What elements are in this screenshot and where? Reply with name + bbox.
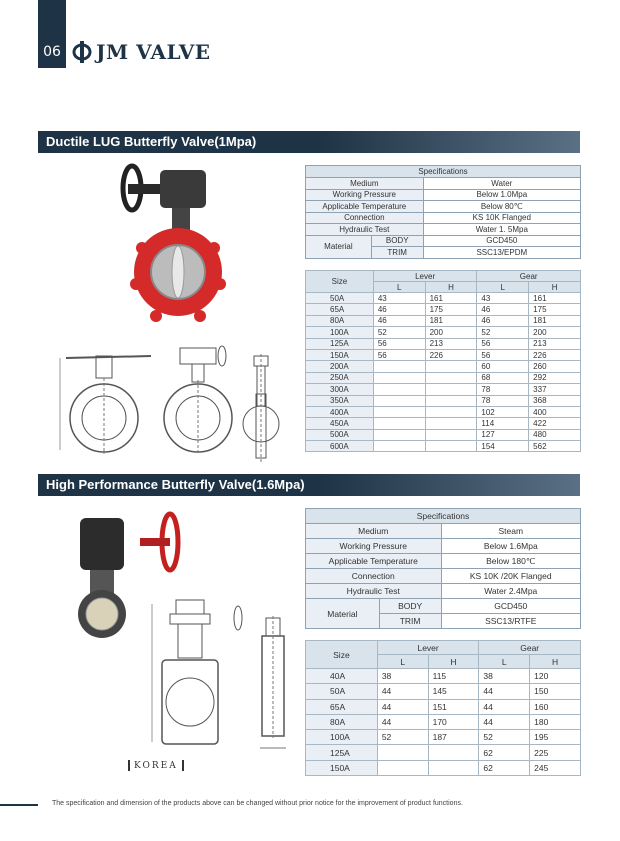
material-value: SSC13/RTFE	[441, 614, 581, 629]
dimension-cell: 44	[377, 714, 428, 729]
spec-value: Steam	[441, 524, 581, 539]
lever-h-header: H	[428, 655, 479, 669]
size-header: Size	[306, 641, 378, 669]
dimension-cell: 187	[428, 730, 479, 745]
spec-value: Below 80℃	[423, 201, 580, 213]
dimension-cell	[373, 429, 425, 440]
dimension-cell: 245	[530, 760, 581, 775]
dimension-cell: 44	[479, 714, 530, 729]
table-row	[306, 349, 581, 360]
dimension-cell: 38	[479, 669, 530, 684]
spec-label: Connection	[306, 569, 442, 584]
dimension-cell: 337	[529, 384, 581, 395]
lever-l-header: L	[377, 655, 428, 669]
dimension-cell: 62	[479, 760, 530, 775]
size-cell: 50A	[306, 684, 378, 699]
high-performance-spec-table	[305, 508, 581, 629]
jm-logo-icon	[72, 41, 92, 63]
spec-label: Hydraulic Test	[306, 584, 442, 599]
dimension-cell: 213	[529, 338, 581, 349]
spec-value: Below 180℃	[441, 554, 581, 569]
table-row	[306, 361, 581, 372]
dimension-cell: 260	[529, 361, 581, 372]
dimension-cell: 161	[529, 293, 581, 304]
spec-value: Water 1. 5Mpa	[423, 224, 580, 236]
spec-value: KS 10K Flanged	[423, 212, 580, 224]
dimension-cell: 44	[377, 699, 428, 714]
dimension-cell: 44	[479, 699, 530, 714]
lug-valve-drawing-side	[238, 354, 288, 464]
origin-bar-left	[128, 760, 130, 771]
table-row	[306, 699, 581, 714]
dimension-cell: 38	[377, 669, 428, 684]
size-cell: 150A	[306, 760, 378, 775]
dimension-cell: 175	[425, 304, 477, 315]
lug-valve-drawing-gear	[160, 346, 236, 456]
high-performance-valve-drawing-side	[256, 616, 290, 756]
size-cell: 50A	[306, 293, 374, 304]
dimension-cell: 46	[373, 315, 425, 326]
gear-header: Gear	[479, 641, 581, 655]
dimension-cell: 226	[425, 349, 477, 360]
dimension-cell: 56	[477, 338, 529, 349]
dimension-cell	[373, 384, 425, 395]
dimension-cell: 78	[477, 395, 529, 406]
lever-l-header: L	[373, 282, 425, 293]
dimension-cell	[425, 429, 477, 440]
dimension-cell	[428, 760, 479, 775]
spec-header: Specifications	[306, 509, 581, 524]
table-row	[306, 669, 581, 684]
material-part: TRIM	[379, 614, 441, 629]
dimension-cell: 226	[529, 349, 581, 360]
dimension-cell: 44	[479, 684, 530, 699]
table-row	[306, 418, 581, 429]
dimension-cell	[373, 406, 425, 417]
spec-label: Working Pressure	[306, 539, 442, 554]
page-number: 06	[43, 44, 61, 60]
high-performance-valve-drawing-front	[148, 598, 248, 748]
spec-value: Water 2.4Mpa	[441, 584, 581, 599]
dimension-cell: 175	[529, 304, 581, 315]
spec-value: Water	[423, 178, 580, 190]
table-row	[306, 745, 581, 760]
spec-label: Working Pressure	[306, 189, 424, 201]
dimension-cell: 160	[530, 699, 581, 714]
size-cell: 65A	[306, 699, 378, 714]
dimension-cell: 292	[529, 372, 581, 383]
lug-dimension-rows	[306, 293, 581, 452]
dimension-cell	[377, 745, 428, 760]
size-cell: 80A	[306, 714, 378, 729]
gear-header: Gear	[477, 271, 581, 282]
dimension-cell	[373, 418, 425, 429]
dimension-cell: 150	[530, 684, 581, 699]
size-cell: 125A	[306, 745, 378, 760]
table-row	[306, 304, 581, 315]
table-row	[306, 684, 581, 699]
size-cell: 300A	[306, 384, 374, 395]
size-cell: 100A	[306, 730, 378, 745]
table-row	[306, 293, 581, 304]
dimension-cell	[425, 372, 477, 383]
spec-label: Applicable Temperature	[306, 201, 424, 213]
dimension-cell	[373, 395, 425, 406]
lug-valve-drawing-lever	[56, 350, 156, 456]
table-row	[306, 395, 581, 406]
section-title-high-performance: High Performance Butterfly Valve(1.6Mpa)	[38, 474, 580, 496]
table-row	[306, 327, 581, 338]
material-value: SSC13/EPDM	[423, 247, 580, 259]
size-cell: 400A	[306, 406, 374, 417]
dimension-cell: 115	[428, 669, 479, 684]
footer-rule	[0, 804, 38, 806]
spec-label: Applicable Temperature	[306, 554, 442, 569]
dimension-cell	[425, 418, 477, 429]
dimension-cell: 127	[477, 429, 529, 440]
dimension-cell: 200	[529, 327, 581, 338]
dimension-cell: 46	[373, 304, 425, 315]
section-title-lug: Ductile LUG Butterfly Valve(1Mpa)	[38, 131, 580, 153]
dimension-cell: 195	[530, 730, 581, 745]
dimension-cell: 200	[425, 327, 477, 338]
dimension-cell: 78	[477, 384, 529, 395]
spec-value: KS 10K /20K Flanged	[441, 569, 581, 584]
dimension-cell: 68	[477, 372, 529, 383]
dimension-cell: 154	[477, 441, 529, 452]
table-row	[306, 406, 581, 417]
spec-label: Medium	[306, 178, 424, 190]
size-cell: 250A	[306, 372, 374, 383]
size-cell: 125A	[306, 338, 374, 349]
lever-h-header: H	[425, 282, 477, 293]
dimension-cell: 145	[428, 684, 479, 699]
table-row	[306, 441, 581, 452]
dimension-cell	[425, 406, 477, 417]
dimension-cell: 225	[530, 745, 581, 760]
material-label: Material	[306, 599, 380, 629]
table-row	[306, 384, 581, 395]
dimension-cell: 120	[530, 669, 581, 684]
origin-bar-right	[182, 760, 184, 771]
lug-dimension-table	[305, 270, 581, 452]
dimension-cell: 102	[477, 406, 529, 417]
dimension-cell: 43	[373, 293, 425, 304]
dimension-cell: 46	[477, 304, 529, 315]
table-row	[306, 315, 581, 326]
origin-label: KOREA	[134, 761, 178, 771]
size-cell: 65A	[306, 304, 374, 315]
dimension-cell: 562	[529, 441, 581, 452]
size-cell: 100A	[306, 327, 374, 338]
dimension-cell	[425, 361, 477, 372]
gear-h-header: H	[530, 655, 581, 669]
dimension-cell: 151	[428, 699, 479, 714]
gear-l-header: L	[477, 282, 529, 293]
dimension-cell: 56	[477, 349, 529, 360]
size-cell: 500A	[306, 429, 374, 440]
dimension-cell: 181	[529, 315, 581, 326]
high-performance-dimension-rows	[306, 669, 581, 776]
dimension-cell: 480	[529, 429, 581, 440]
spec-label: Medium	[306, 524, 442, 539]
brand-logo	[72, 38, 211, 66]
size-cell: 150A	[306, 349, 374, 360]
dimension-cell: 44	[377, 684, 428, 699]
dimension-cell: 400	[529, 406, 581, 417]
size-cell: 450A	[306, 418, 374, 429]
dimension-cell: 56	[373, 349, 425, 360]
table-row	[306, 714, 581, 729]
size-cell: 40A	[306, 669, 378, 684]
dimension-cell	[373, 361, 425, 372]
material-label: Material	[306, 235, 372, 258]
dimension-cell	[373, 441, 425, 452]
table-row	[306, 429, 581, 440]
size-cell: 600A	[306, 441, 374, 452]
dimension-cell	[425, 384, 477, 395]
footer-note: The specification and dimension of the products above can be changed without prior notice for the improvement of product functions.	[52, 800, 463, 807]
dimension-cell: 170	[428, 714, 479, 729]
table-row	[306, 760, 581, 775]
dimension-cell: 46	[477, 315, 529, 326]
size-cell: 200A	[306, 361, 374, 372]
dimension-cell: 60	[477, 361, 529, 372]
dimension-cell	[425, 395, 477, 406]
dimension-cell: 52	[373, 327, 425, 338]
size-cell: 350A	[306, 395, 374, 406]
dimension-cell	[428, 745, 479, 760]
material-value: GCD450	[423, 235, 580, 247]
dimension-cell: 56	[373, 338, 425, 349]
dimension-cell: 161	[425, 293, 477, 304]
dimension-cell: 180	[530, 714, 581, 729]
material-value: GCD450	[441, 599, 581, 614]
dimension-cell: 368	[529, 395, 581, 406]
gear-l-header: L	[479, 655, 530, 669]
size-cell: 80A	[306, 315, 374, 326]
dimension-cell: 43	[477, 293, 529, 304]
dimension-cell	[373, 372, 425, 383]
dimension-cell: 114	[477, 418, 529, 429]
dimension-cell: 62	[479, 745, 530, 760]
material-part: BODY	[371, 235, 423, 247]
lever-header: Lever	[373, 271, 477, 282]
lever-header: Lever	[377, 641, 479, 655]
dimension-cell: 52	[479, 730, 530, 745]
brand-name: JM VALVE	[96, 40, 211, 64]
material-part: TRIM	[371, 247, 423, 259]
lug-spec-table	[305, 165, 581, 259]
dimension-cell: 422	[529, 418, 581, 429]
table-row	[306, 372, 581, 383]
table-row	[306, 338, 581, 349]
spec-label: Connection	[306, 212, 424, 224]
lug-valve-photo	[112, 164, 222, 326]
dimension-cell: 213	[425, 338, 477, 349]
spec-header: Specifications	[306, 166, 581, 178]
spec-label: Hydraulic Test	[306, 224, 424, 236]
dimension-cell	[377, 760, 428, 775]
dimension-cell	[425, 441, 477, 452]
size-header: Size	[306, 271, 374, 293]
material-part: BODY	[379, 599, 441, 614]
gear-h-header: H	[529, 282, 581, 293]
dimension-cell: 52	[477, 327, 529, 338]
high-performance-dimension-table	[305, 640, 581, 776]
dimension-cell: 52	[377, 730, 428, 745]
origin-mark	[124, 760, 188, 771]
spec-value: Below 1.6Mpa	[441, 539, 581, 554]
spec-value: Below 1.0Mpa	[423, 189, 580, 201]
table-row	[306, 730, 581, 745]
dimension-cell: 181	[425, 315, 477, 326]
